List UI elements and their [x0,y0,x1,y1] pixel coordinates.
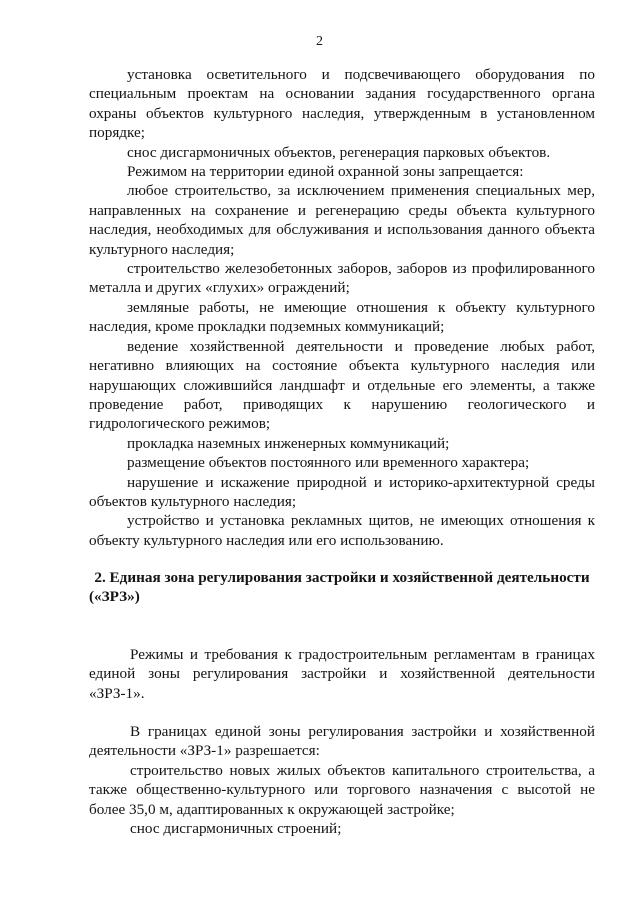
list-item: размещение объектов постоянного или временного характера; [127,454,530,472]
list-item: земляные работы, не имеющие отношения к объекту культурного наследия, кроме прокладки подземных коммуникаций; [89,298,595,336]
section-heading: 2. Единая зона регулирования застройки и хозяйственной деятельности («ЗРЗ») [89,569,590,606]
list-item: строительство новых жилых объектов капитального строительства, а также общественно-культурного или торгового назначения с высотой не более 35,0 м, адаптированных к окружающей застройке; [89,761,595,818]
list-item: снос дисгармоничных объектов, регенерация парковых объектов. [127,143,551,161]
page-number: 2 [316,34,323,49]
list-item: любое строительство, за исключением применения специальных мер, направленных на сохранение и регенерацию среды объекта культурного наследия, необходимых для обслуживания и использования данного объекта культурного наследия; [89,182,595,258]
list-item: снос дисгармоничных строений; [130,820,342,838]
list-item: нарушение и искажение природной и историко-архитектурной среды объектов культурного наследия; [89,473,595,510]
list-item: ведение хозяйственной деятельности и проведение любых работ, негативно влияющих на состояние объекта культурного наследия или нарушающих сложившийся ландшафт и отдельные его элементы, а также проведение работ, приводящих к нарушению геологического и гидрологического режимов; [89,337,595,433]
regime-list [89,65,595,550]
list-item: Режимом на территории единой охранной зоны запрещается: [127,163,524,181]
list-item: прокладка наземных инженерных коммуникаций; [127,434,450,452]
allowed-title: В границах единой зоны регулирования застройки и хозяйственной деятельности «ЗРЗ-1» разрешается: [89,723,595,760]
list-item: установка осветительного и подсвечивающего оборудования по специальным проектам на основании задания государственного органа охраны объектов культурного наследия, утвержденным в установленном порядке; [89,66,595,142]
section-intro: Режимы и требования к градостроительным регламентам в границах единой зоны регулирования застройки и хозяйственной деятельности «ЗРЗ-1». [89,645,595,702]
section-2 [89,568,595,838]
list-item: устройство и установка рекламных щитов, не имеющих отношения к объекту культурного наследия или его использованию. [89,512,595,549]
list-item: строительство железобетонных заборов, заборов из профилированного металла и других «глухих» ограждений; [89,260,595,297]
